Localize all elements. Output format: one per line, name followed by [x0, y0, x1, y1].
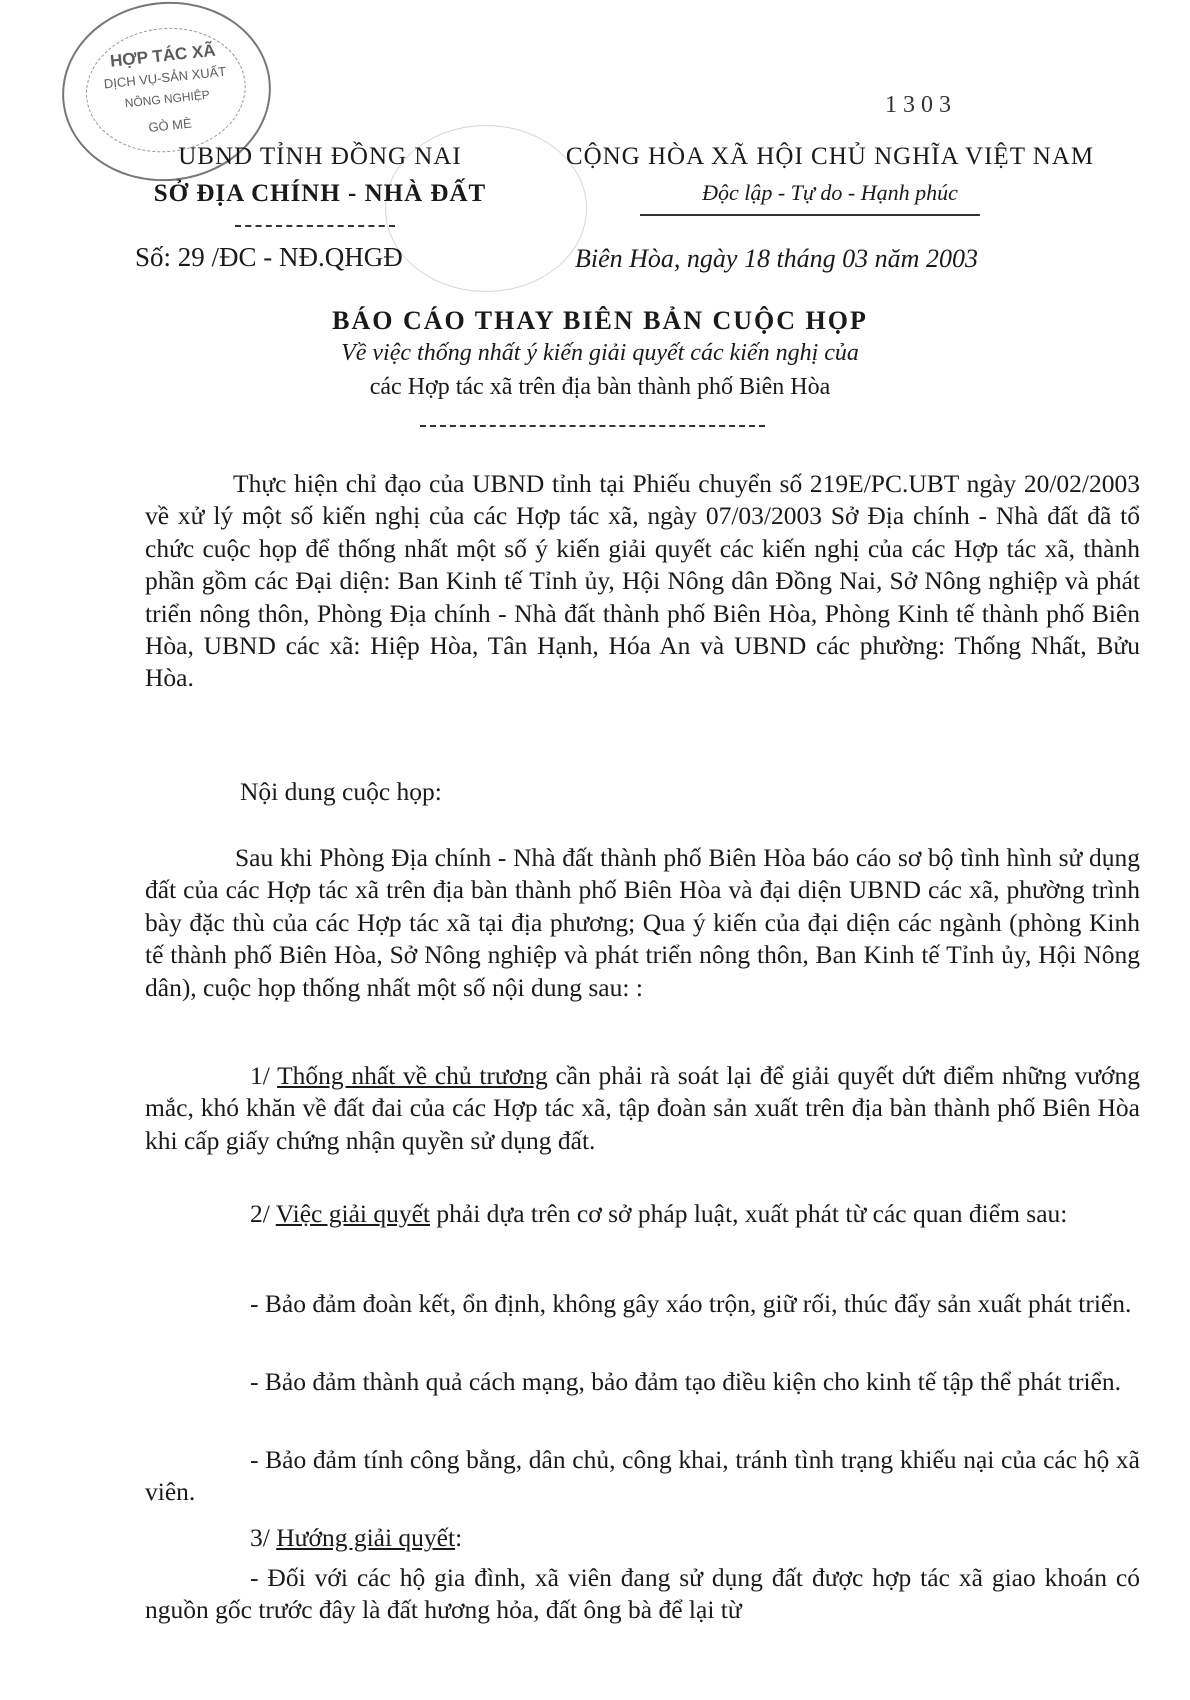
bullet-2: - Bảo đảm thành quả cách mạng, bảo đảm tạo điều kiện cho kinh tế tập thể phát triển. — [250, 1367, 1121, 1396]
bullet-1: - Bảo đảm đoàn kết, ổn định, không gây xáo trộn, giữ rối, thúc đẩy sản xuất phát triển. — [250, 1289, 1132, 1318]
item-1-heading: Thống nhất về chủ trương — [277, 1061, 548, 1090]
seal-text-line3: NÔNG NGHIỆP — [124, 87, 211, 111]
motto-divider — [640, 214, 980, 216]
intro-paragraph: Thực hiện chỉ đạo của UBND tỉnh tại Phiếu chuyển số 219E/PC.UBT ngày 20/02/2003 về xử lý một số kiến nghị của các Hợp tác xã, ngày 07/03/2003 Sở Địa chính - Nhà đất đã tổ chức cuộc họp để thống nhất một số ý kiến giải quyết các kiến nghị của các Hợp tác xã, thành phần gồm các Đại diện: Ban Kinh tế Tỉnh ủy, Hội Nông dân Đồng Nai, Sở Nông nghiệp và phát triển nông thôn, Phòng Địa chính - Nhà đất thành phố Biên Hòa, Phòng Kinh tế thành phố Biên Hòa, UBND các xã: Hiệp Hòa, Tân Hạnh, Hóa An và UBND các phường: Thống Nhất, Bửu Hòa. — [145, 469, 1140, 693]
item-2-heading: Việc giải quyết — [275, 1199, 430, 1228]
place-and-date: Biên Hòa, ngày 18 tháng 03 năm 2003 — [575, 244, 978, 273]
bullet-4: - Đối với các hộ gia đình, xã viên đang sử dụng đất được hợp tác xã giao khoán có nguồn gốc trước đây là đất hương hỏa, đất ông bà để lại từ — [145, 1563, 1140, 1625]
item-3-text: : — [455, 1523, 463, 1552]
org-name-line1: UBND TỈNH ĐỒNG NAI — [178, 143, 462, 170]
item-3-heading: Hướng giải quyết — [276, 1523, 456, 1552]
item-2-number: 2/ — [250, 1199, 276, 1228]
item-3-number: 3/ — [250, 1523, 277, 1552]
org-name-line2: SỞ ĐỊA CHÍNH - NHÀ ĐẤT — [153, 180, 487, 207]
seal-text-line1: HỢP TÁC XÃ — [109, 40, 217, 71]
national-motto-line1: CỘNG HÒA XÃ HỘI CHỦ NGHĨA VIỆT NAM — [565, 143, 1095, 170]
document-subject-line2: các Hợp tác xã trên địa bàn thành phố Biên Hòa — [369, 374, 831, 400]
content-heading: Nội dung cuộc họp: — [240, 777, 442, 806]
org-divider — [235, 225, 395, 227]
item-2-paragraph — [145, 1198, 1140, 1230]
document-subject-line1: Về việc thống nhất ý kiến giải quyết các kiến nghị của — [341, 340, 859, 366]
item-2-text: phải dựa trên cơ sở pháp luật, xuất phát từ các quan điểm sau: — [430, 1199, 1068, 1228]
seal-text-line4: GÒ MÈ — [147, 115, 193, 136]
national-motto-line2: Độc lập - Tự do - Hạnh phúc — [702, 180, 958, 205]
item-1-number: 1/ — [250, 1061, 278, 1090]
document-number: Số: 29 /ĐC - NĐ.QHGĐ — [135, 242, 403, 272]
document-title: BÁO CÁO THAY BIÊN BẢN CUỘC HỌP — [332, 306, 868, 335]
item-3-paragraph — [145, 1522, 1140, 1554]
title-divider — [420, 425, 765, 427]
item-1-paragraph — [145, 1060, 1140, 1157]
corner-handwritten-mark: 1303 — [885, 92, 957, 118]
bullet-3: - Bảo đảm tính công bằng, dân chủ, công khai, tránh tình trạng khiếu nại của các hộ xã viên. — [145, 1445, 1140, 1507]
seal-text-line2: DỊCH VỤ-SẢN XUẤT — [103, 63, 227, 92]
item-1-text: cần phải rà soát lại để giải quyết dứt điểm những vướng mắc, khó khăn về đất đai của các Hợp tác xã, tập đoàn sản xuất trên địa bàn thành phố Biên Hòa khi cấp giấy chứng nhận quyền sử dụng đất. — [145, 1061, 1141, 1155]
summary-paragraph: Sau khi Phòng Địa chính - Nhà đất thành phố Biên Hòa báo cáo sơ bộ tình hình sử dụng đất của các Hợp tác xã trên địa bàn thành phố Biên Hòa và đại diện UBND các xã, phường trình bày đặc thù của các Hợp tác xã tại địa phương; Qua ý kiến của đại diện các ngành (phòng Kinh tế thành phố Biên Hòa, Sở Nông nghiệp và phát triển nông thôn, Ban Kinh tế Tỉnh ủy, Hội Nông dân), cuộc họp thống nhất một số nội dung sau: : — [145, 843, 1140, 1002]
